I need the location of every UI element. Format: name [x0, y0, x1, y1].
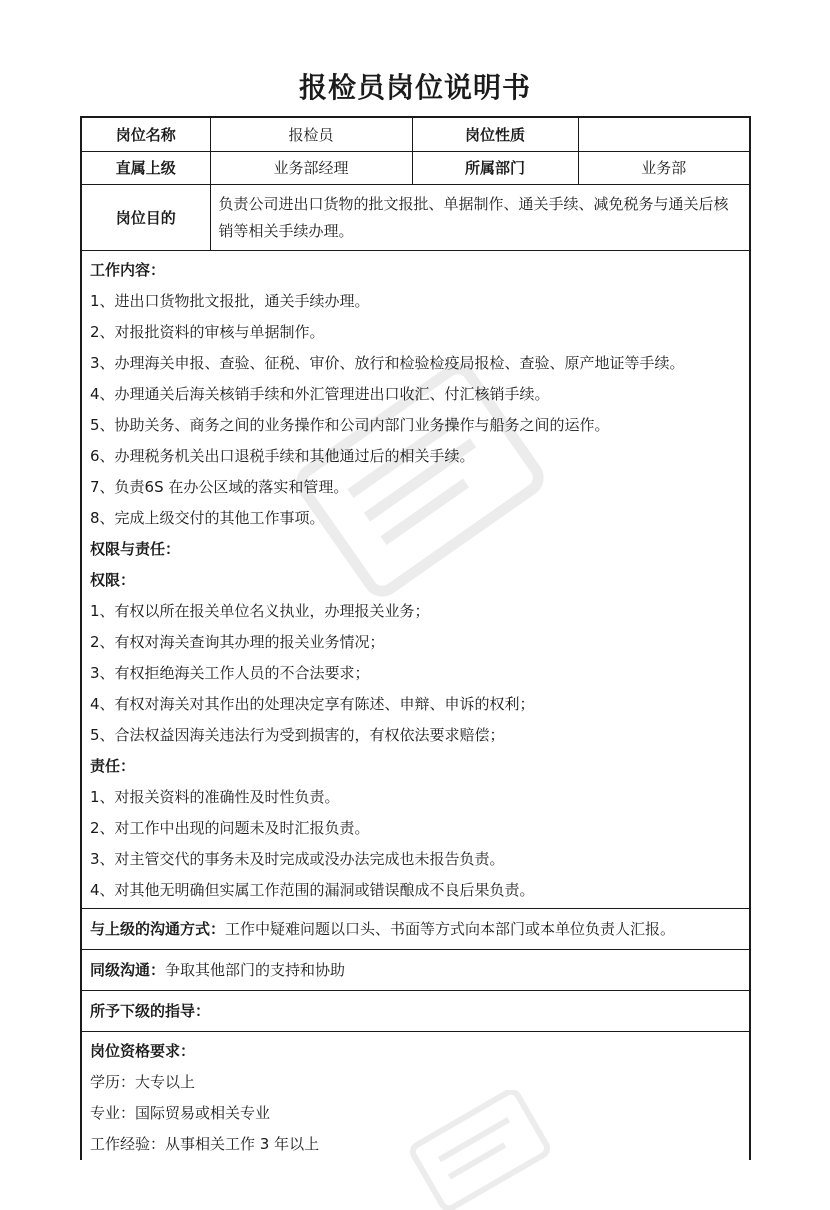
subordinate-guidance-label: 所予下级的指导：: [90, 1001, 211, 1020]
purpose-value: 负责公司进出口货物的批文报批、单据制作、通关手续、减免税务与通关后核销等相关手续办理。: [210, 184, 749, 250]
qualification-item: 学历：大专以上: [90, 1072, 196, 1091]
work-section: [82, 251, 749, 909]
work-item: 2、对报批资料的审核与单据制作。: [90, 322, 325, 341]
work-item: 5、协助关务、商务之间的业务操作和公司内部门业务操作与船务之间的运作。: [90, 415, 610, 434]
rights-item: 4、有权对海关对其作出的处理决定享有陈述、申辩、申诉的权利；: [90, 694, 535, 713]
peer-communication-text: 争取其他部门的支持和协助: [165, 960, 346, 979]
department-value: 业务部: [578, 151, 749, 184]
work-item: 7、负责6S 在办公区域的落实和管理。: [90, 477, 349, 496]
superior-communication-text: 工作中疑难问题以口头、书面等方式向本部门或本单位负责人汇报。: [225, 919, 676, 938]
superior-communication-label: 与上级的沟通方式：: [90, 919, 226, 938]
rights-item: 1、有权以所在报关单位名义执业，办理报关业务；: [90, 601, 430, 620]
rights-duties-heading: 权限与责任：: [90, 539, 181, 558]
header-row-2: [82, 151, 749, 184]
header-table: [82, 118, 749, 251]
duty-item: 3、对主管交代的事务未及时完成或没办法完成也未报告负责。: [90, 849, 505, 868]
rights-item: 2、有权对海关查询其办理的报关业务情况；: [90, 632, 385, 651]
supervisor-label: 直属上级: [82, 151, 210, 184]
work-item: 3、办理海关申报、查验、征税、审价、放行和检验检疫局报检、查验、原产地证等手续。: [90, 353, 685, 372]
rights-item: 3、有权拒绝海关工作人员的不合法要求；: [90, 663, 370, 682]
peer-communication-label: 同级沟通：: [90, 960, 166, 979]
qualification-item: 工作经验：从事相关工作 3 年以上: [90, 1134, 320, 1153]
department-label: 所属部门: [412, 151, 578, 184]
job-description-form: [80, 116, 751, 1160]
duties-subheading: 责任：: [90, 756, 136, 775]
work-item: 1、进出口货物批文报批，通关手续办理。: [90, 291, 370, 310]
position-nature-value: [578, 118, 749, 151]
peer-communication-row: [82, 950, 749, 991]
rights-item: 5、合法权益因海关违法行为受到损害的，有权依法要求赔偿；: [90, 725, 505, 744]
subordinate-guidance-row: [82, 991, 749, 1032]
qualification-item: 专业：国际贸易或相关专业: [90, 1103, 271, 1122]
position-name-value: 报检员: [210, 118, 412, 151]
duty-item: 2、对工作中出现的问题未及时汇报负责。: [90, 818, 370, 837]
position-nature-label: 岗位性质: [412, 118, 578, 151]
position-name-label: 岗位名称: [82, 118, 210, 151]
work-heading: 工作内容：: [90, 260, 166, 279]
header-row-1: [82, 118, 749, 151]
work-item: 4、办理通关后海关核销手续和外汇管理进出口收汇、付汇核销手续。: [90, 384, 550, 403]
work-item: 6、办理税务机关出口退税手续和其他通过后的相关手续。: [90, 446, 475, 465]
work-item: 8、完成上级交付的其他工作事项。: [90, 508, 325, 527]
superior-communication-row: [82, 909, 749, 950]
document-title: 报检员岗位说明书: [298, 71, 531, 104]
rights-subheading: 权限：: [90, 570, 136, 589]
purpose-label: 岗位目的: [82, 184, 210, 250]
supervisor-value: 业务部经理: [210, 151, 412, 184]
duty-item: 1、对报关资料的准确性及时性负责。: [90, 787, 340, 806]
qualification-heading: 岗位资格要求：: [90, 1041, 196, 1060]
duty-item: 4、对其他无明确但实属工作范围的漏洞或错误酿成不良后果负责。: [90, 880, 535, 899]
qualification-section: [82, 1032, 749, 1160]
header-row-3: [82, 184, 749, 250]
